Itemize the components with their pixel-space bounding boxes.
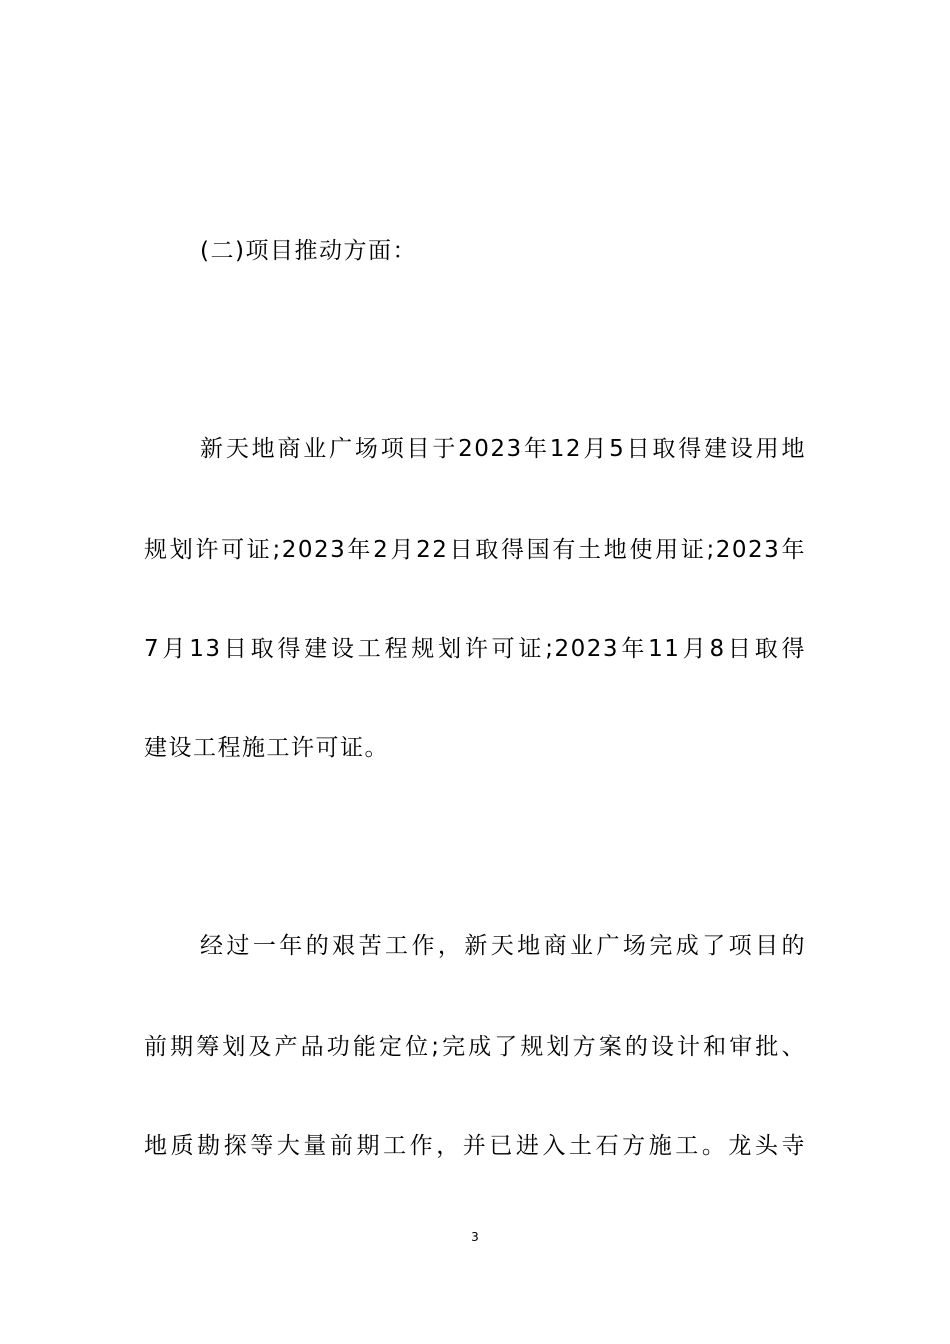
paragraph-line: 7月13日取得建设工程规划许可证;2023年11月8日取得 <box>144 636 806 662</box>
paragraph-line: 地质勘探等大量前期工作，并已进入土石方施工。龙头寺 <box>144 1133 806 1159</box>
paragraph-line: 经过一年的艰苦工作，新天地商业广场完成了项目的 <box>200 933 806 959</box>
paragraph-line: 前期筹划及产品功能定位;完成了规划方案的设计和审批、 <box>144 1034 806 1060</box>
paragraph-line: 新天地商业广场项目于2023年12月5日取得建设用地 <box>200 436 806 462</box>
page-number: 3 <box>471 1230 479 1244</box>
section-heading: (二)项目推动方面： <box>200 238 417 264</box>
paragraph-line: 建设工程施工许可证。 <box>144 735 389 761</box>
paragraph-line: 规划许可证;2023年2月22日取得国有土地使用证;2023年 <box>144 537 806 563</box>
